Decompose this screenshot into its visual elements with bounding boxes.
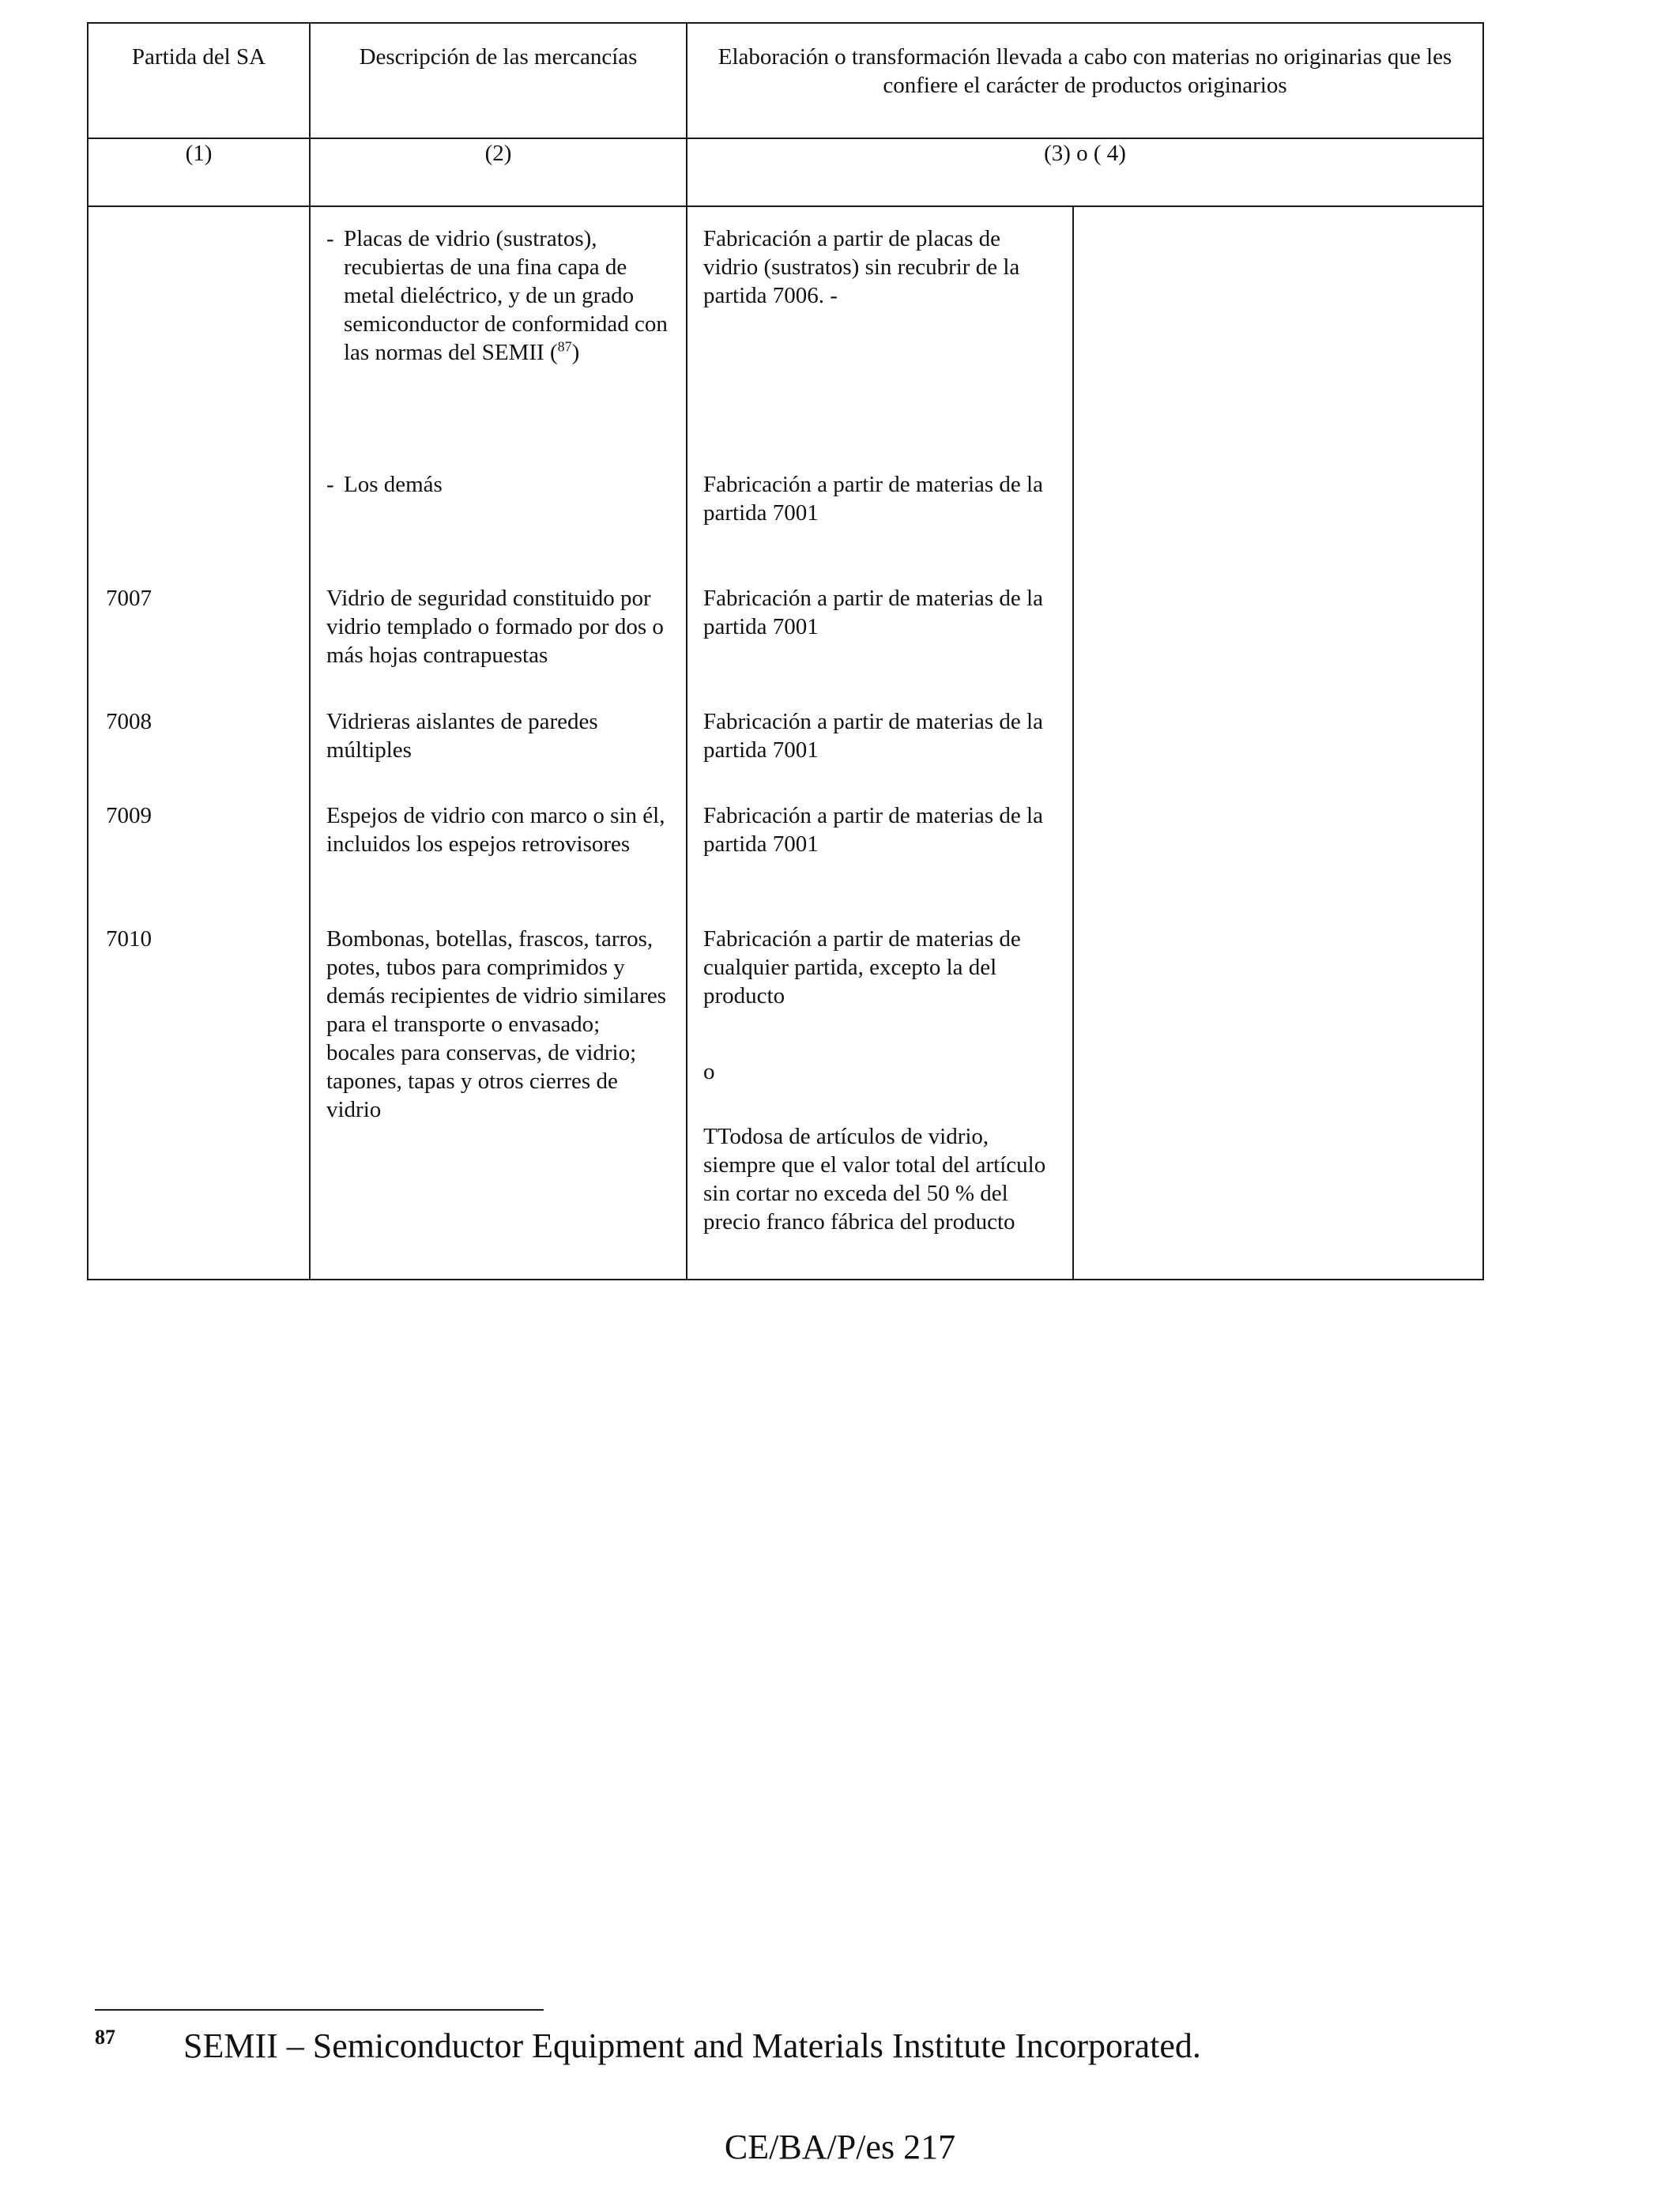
rule-7008: Fabricación a partir de materias de la partida 7001: [703, 709, 1043, 763]
rule-7010-or: o: [703, 1059, 715, 1084]
footnote-text: SEMII – Semiconductor Equipment and Materials Institute Incorporated.: [183, 2026, 1201, 2065]
rule-7007: Fabricación a partir de materias de la partida 7001: [703, 586, 1043, 639]
footnote-separator: [95, 2009, 544, 2011]
rule-7009: Fabricación a partir de materias de la partida 7001: [703, 803, 1043, 857]
header-hs-heading: Partida del SA: [88, 23, 310, 138]
rule-7010: Fabricación a partir de materias de cualquier partida, excepto la del producto: [703, 926, 1021, 1008]
hs-code-7009: 7009: [106, 803, 152, 828]
origin-rules-table: [87, 22, 1484, 1280]
table-body-row: [88, 206, 1483, 1280]
rule-others: Fabricación a partir de materias de la partida 7001: [703, 472, 1043, 526]
rule-glass-plates: Fabricación a partir de placas de vidrio (sustratos) sin recubrir de la partida 7006. -: [703, 226, 1020, 308]
footnote-number: 87: [95, 2026, 115, 2049]
description-7009: Espejos de vidrio con marco o sin él, incluidos los espejos retrovisores: [326, 803, 665, 857]
hs-code-7010: 7010: [106, 926, 152, 952]
working-processing-column-3: [687, 206, 1073, 1280]
header-description: Descripción de las mercancías: [310, 23, 687, 138]
header-working-processing: Elaboración o transformación llevada a cabo con materias no originarias que les confiere el carácter de productos originarios: [687, 23, 1483, 138]
dash-marker: -: [326, 472, 334, 497]
description-glass-plates: [326, 224, 670, 367]
page-number: CE/BA/P/es 217: [724, 2128, 956, 2166]
hs-code-7008: 7008: [106, 709, 152, 734]
hs-code-column: [88, 206, 310, 1280]
rule-7010-alternative: TTodosa de artículos de vidrio, siempre que el valor total del artículo sin cortar no exceda del 50 % del precio franco fábrica del producto: [703, 1124, 1046, 1235]
description-others: [326, 470, 670, 499]
table-header-row: [88, 23, 1483, 138]
footnote-reference: 87: [557, 338, 572, 355]
description-7007: Vidrio de seguridad constituido por vidrio templado o formado por dos o más hojas contrapuestas: [326, 586, 664, 668]
description-7008: Vidrieras aislantes de paredes múltiples: [326, 709, 598, 763]
description-glass-plates-text: Placas de vidrio (sustratos), recubiertas de una fina capa de metal dieléctrico, y de un grado semiconductor de conformidad con las normas del SEMII (: [344, 226, 668, 365]
column-number-3-4: (3) o ( 4): [687, 138, 1483, 206]
table-column-number-row: [88, 138, 1483, 206]
description-7010: Bombonas, botellas, frascos, tarros, potes, tubos para comprimidos y demás recipientes de vidrio similares para el transporte o envasado; bocales para conservas, de vidrio; tapones, tapas y otros cierres de vidrio: [326, 926, 667, 1122]
working-processing-column-4: [1073, 206, 1483, 1280]
description-others-text: Los demás: [344, 472, 443, 497]
column-number-2: (2): [310, 138, 687, 206]
hs-code-7007: 7007: [106, 586, 152, 611]
description-glass-plates-close: ): [571, 340, 580, 365]
column-number-1: (1): [88, 138, 310, 206]
description-column: [310, 206, 687, 1280]
dash-marker: -: [326, 226, 334, 251]
